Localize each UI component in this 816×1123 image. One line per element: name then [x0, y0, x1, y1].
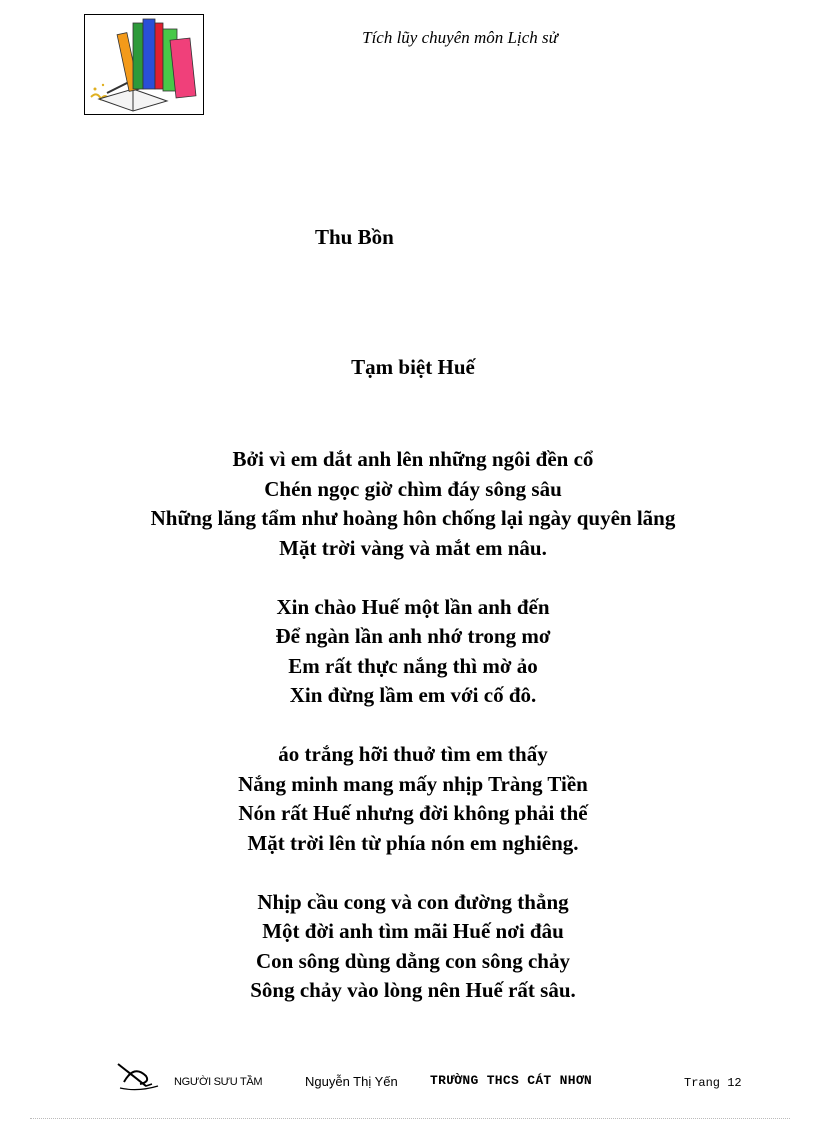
books-logo-icon — [84, 14, 204, 115]
school-name: TRƯỜNG THCS CÁT NHƠN — [430, 1073, 593, 1088]
poem-line: Những lăng tẩm như hoàng hôn chống lại ngày quyên lãng — [150, 506, 676, 530]
stanza — [10, 445, 816, 563]
poem-line: Bởi vì em dắt anh lên những ngôi đền cổ — [232, 447, 594, 471]
stanza — [10, 593, 816, 711]
pen-icon — [116, 1060, 160, 1092]
poem-line: Chén ngọc giờ chìm đáy sông sâu — [264, 476, 562, 501]
poem-line: Một đời anh tìm mãi Huế nơi đâu — [262, 919, 564, 943]
stanza — [10, 888, 816, 1006]
page-number: Trang 12 — [684, 1076, 742, 1090]
poem-line: áo trắng hỡi thuở tìm em thấy — [278, 742, 548, 766]
poem-line: Con sông dùng dằng con sông chảy — [256, 948, 570, 973]
footer-divider — [30, 1118, 790, 1119]
header-title: Tích lũy chuyên môn Lịch sử — [362, 28, 558, 47]
poem-line: Em rất thực nắng thì mờ ảo — [288, 653, 538, 678]
poem-line: Sông chảy vào lòng nên Huế rất sâu. — [250, 978, 576, 1002]
collector-label: NGƯỜI SƯU TẦM — [174, 1076, 263, 1088]
stanza — [10, 740, 816, 858]
poem-line: Để ngàn lần anh nhớ trong mơ — [275, 624, 551, 648]
page-footer — [0, 1060, 816, 1100]
poem-line: Nhịp cầu cong và con đường thẳng — [257, 889, 569, 914]
collector-name: Nguyễn Thị Yến — [305, 1074, 398, 1089]
poem-line: Xin chào Huế một lần anh đến — [276, 594, 550, 619]
poem-author: Thu Bồn — [315, 225, 394, 249]
poem-line: Nón rất Huế nhưng đời không phải thế — [238, 801, 588, 825]
poem-line: Mặt trời lên từ phía nón em nghiêng. — [247, 830, 579, 855]
poem-body — [0, 445, 816, 1035]
poem-line: Nắng minh mang mấy nhịp Tràng Tiền — [238, 771, 588, 796]
poem-line: Mặt trời vàng và mắt em nâu. — [279, 535, 547, 560]
poem-title: Tạm biệt Huế — [351, 355, 475, 379]
poem-line: Xin đừng lầm em với cố đô. — [289, 683, 537, 707]
